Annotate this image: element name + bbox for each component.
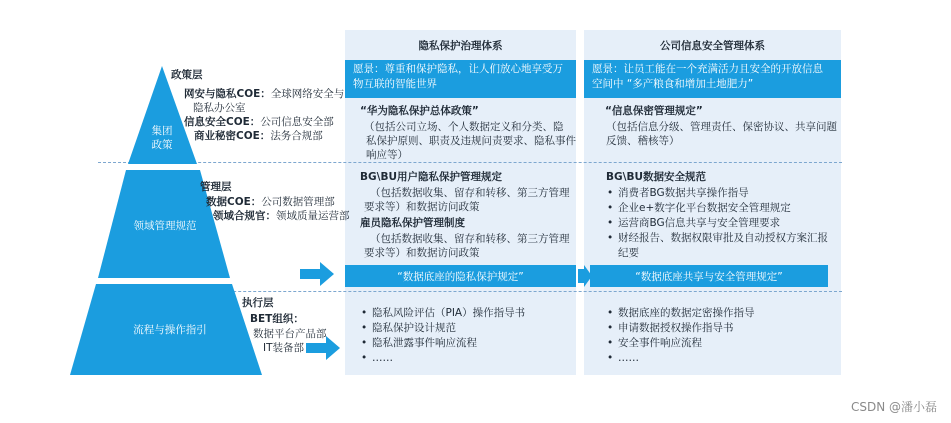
privacy-mgmt-body-2b: 要求等）和数据访问政策 [364, 247, 480, 259]
management-level-line-2: 领域合规官：领域质量运营部 [213, 210, 350, 222]
policy-level-line-2: 隐私办公室 [193, 102, 246, 114]
privacy-vision: 愿景：尊重和保护隐私，让人们放心地享受万物互联的智能世界 [345, 60, 576, 98]
list-item: • 财经报告、数据权限审批及自动授权方案汇报纪要 [606, 231, 836, 261]
infosec-policy-body-2: 反馈、稽核等） [606, 135, 680, 147]
arrow-to-privacy-band-icon [300, 262, 334, 286]
privacy-policy-title: “华为隐私保护总体政策” [360, 105, 479, 117]
list-item: • 安全事件响应流程 [606, 336, 826, 351]
list-item: • 隐私保护设计规范 [360, 321, 570, 336]
privacy-mgmt-body-2a: （包括数据收集、留存和转移、第三方管理 [370, 233, 570, 245]
list-item: • …… [360, 351, 570, 366]
execution-level-line-2: 数据平台产品部 [253, 328, 327, 340]
execution-level-line-3: IT装备部 [263, 342, 305, 354]
management-level-title: 管理层 [200, 181, 232, 193]
watermark: CSDN @潘小磊 [850, 400, 937, 414]
list-item: • 隐私风险评估（PIA）操作指导书 [360, 306, 570, 321]
policy-level-line-4: 商业秘密COE：法务合规部 [194, 130, 323, 142]
list-item: • 企业e+数字化平台数据安全管理规定 [606, 201, 836, 216]
policy-level-line-1: 网安与隐私COE：全球网络安全与 [184, 88, 345, 100]
execution-level-title: 执行层 [242, 297, 274, 309]
pyramid-middle-label: 领域管理规范 [133, 220, 197, 232]
management-level-line-1: 数据COE：公司数据管理部 [206, 196, 335, 208]
list-item: • 数据底座的数据定密操作指导 [606, 306, 826, 321]
privacy-policy-body-3: 响应等） [366, 149, 408, 161]
infosec-policy-body-1: （包括信息分级、管理责任、保密协议、共享问题 [606, 121, 837, 133]
infosec-mgmt-list [606, 186, 836, 261]
privacy-column-title: 隐私保护治理体系 [418, 39, 503, 52]
infosec-policy-title: “信息保密管理规定” [605, 105, 703, 117]
policy-level-title: 政策层 [171, 69, 203, 81]
arrow-to-execution-icon [306, 336, 340, 360]
list-item: • 运营商BG信息共享与安全管理要求 [606, 216, 836, 231]
privacy-mgmt-body-1b: 要求等）和数据访问政策 [364, 201, 480, 213]
execution-level-line-1: BET组织： [250, 313, 304, 325]
infosec-exec-list [606, 306, 826, 366]
infosec-column-title: 公司信息安全管理体系 [660, 39, 765, 52]
privacy-mgmt-title-2: 雇员隐私保护管理制度 [360, 217, 465, 229]
list-item: • 消费者BG数据共享操作指导 [606, 186, 836, 201]
policy-level-line-3: 信息安全COE：公司信息安全部 [184, 116, 334, 128]
infosec-mgmt-title: BG\BU数据安全规范 [606, 171, 706, 183]
list-item: • 申请数据授权操作指导书 [606, 321, 826, 336]
pyramid-top-label: 集团 政策 [151, 125, 173, 151]
privacy-policy-body-1: （包括公司立场、个人数据定义和分类、隐 [364, 121, 564, 133]
privacy-data-base-band: “数据底座的隐私保护规定” [345, 265, 576, 287]
list-item: • 隐私泄露事件响应流程 [360, 336, 570, 351]
infosec-vision: 愿景：让员工能在一个充满活力且安全的开放信息空间中 “多产粮食和增加土地肥力” [584, 60, 841, 98]
list-item: • …… [606, 351, 826, 366]
privacy-mgmt-body-1a: （包括数据收集、留存和转移、第三方管理 [370, 187, 570, 199]
privacy-policy-body-2: 私保护原则、职责及违规问责要求、隐私事件 [366, 135, 576, 147]
privacy-mgmt-title-1: BG\BU用户隐私保护管理规定 [360, 171, 502, 183]
privacy-exec-list [360, 306, 570, 366]
infosec-data-base-band: “数据底座共享与安全管理规定” [590, 265, 828, 287]
pyramid-bottom-label: 流程与操作指引 [133, 324, 207, 336]
